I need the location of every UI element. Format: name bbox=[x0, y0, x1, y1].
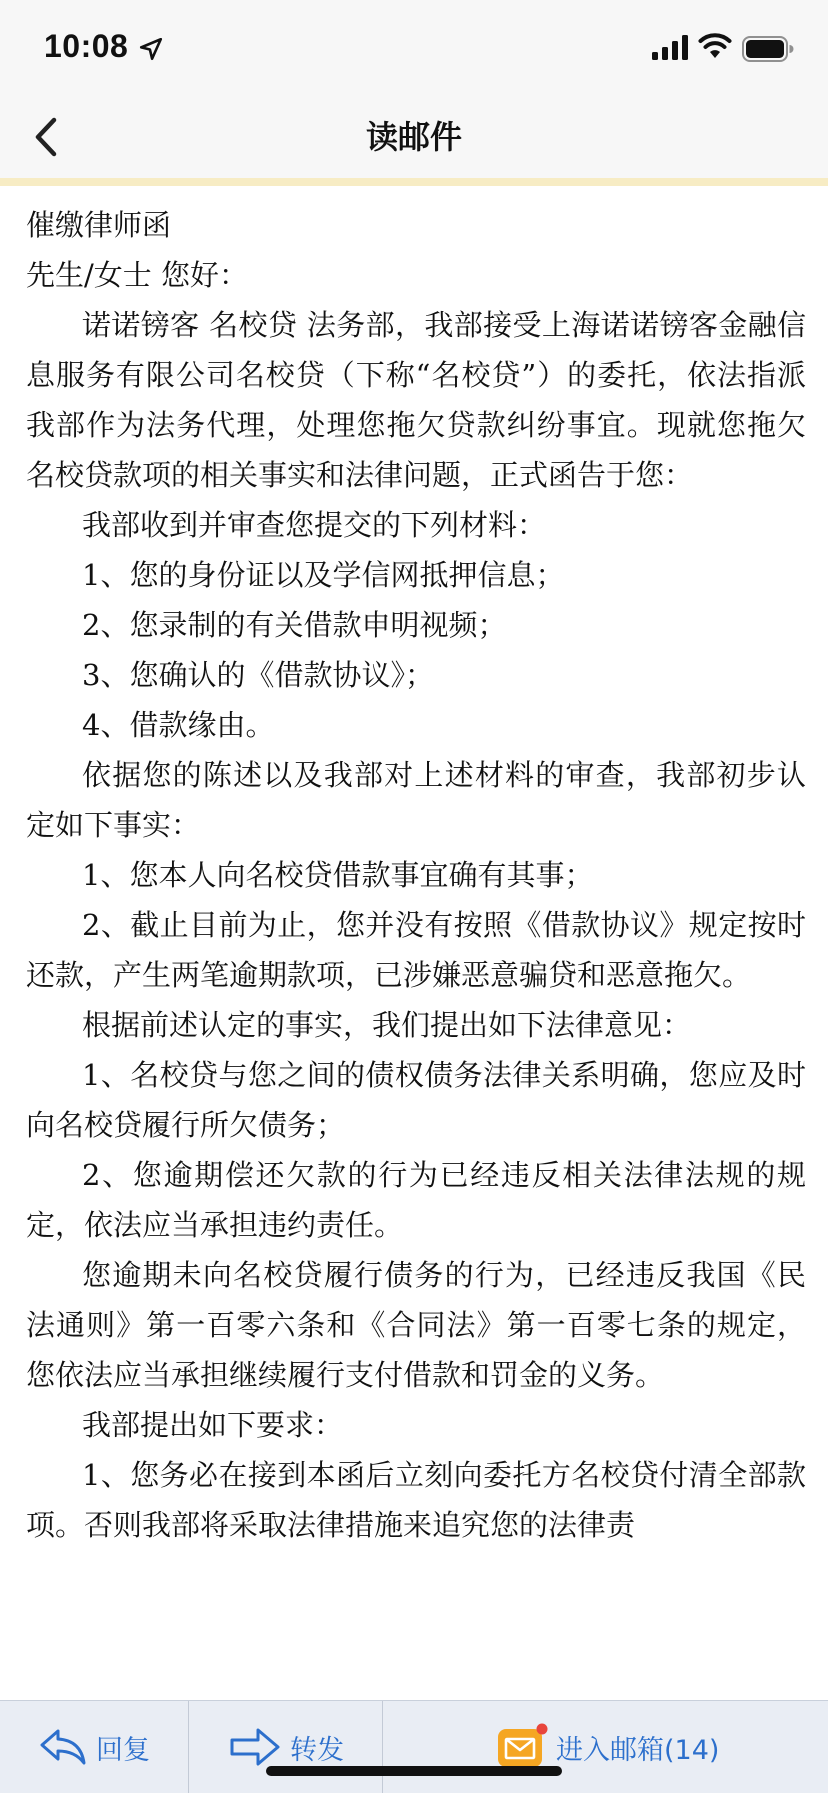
letter-paragraph: 3、您确认的《借款协议》； bbox=[82, 658, 434, 692]
header-divider bbox=[0, 178, 828, 186]
letter-paragraph: 4、借款缘由。 bbox=[82, 708, 275, 742]
reply-label: 回复 bbox=[96, 1734, 150, 1766]
status-bar bbox=[0, 0, 828, 96]
enter-mailbox-label: 进入邮箱(14) bbox=[556, 1734, 720, 1766]
letter-title: 催缴律师函 bbox=[26, 208, 172, 242]
reply-arrow-icon bbox=[38, 1725, 88, 1769]
letter-paragraph: 2、截止目前为止，您并没有按照《借款协议》规定按时还款，产生两笔逾期款项，已涉嫌恶意骗贷和恶意拖欠。 bbox=[26, 908, 806, 992]
battery-icon bbox=[742, 36, 794, 62]
toolbar-separator bbox=[382, 1701, 383, 1793]
mail-envelope-icon bbox=[496, 1723, 548, 1771]
letter-paragraph: 您逾期未向名校贷履行债务的行为，已经违反我国《民法通则》第一百零六条和《合同法》第一百零七条的规定，您依法应当承担继续履行支付借款和罚金的义务。 bbox=[26, 1258, 806, 1392]
forward-label: 转发 bbox=[290, 1734, 344, 1766]
letter-paragraph: 1、您本人向名校贷借款事宜确有其事； bbox=[82, 858, 594, 892]
status-time: 10:08 bbox=[44, 28, 129, 64]
wifi-icon bbox=[698, 32, 732, 60]
reply-button[interactable] bbox=[38, 1701, 150, 1793]
enter-mailbox-button[interactable] bbox=[496, 1701, 719, 1793]
letter-paragraph: 1、您务必在接到本函后立刻向委托方名校贷付清全部款项。否则我部将采取法律措施来追究您的法律责 bbox=[26, 1458, 806, 1542]
forward-button[interactable] bbox=[228, 1701, 344, 1793]
letter-paragraph: 依据您的陈述以及我部对上述材料的审查，我部初步认定如下事实： bbox=[26, 758, 806, 842]
letter-paragraph: 我部提出如下要求： bbox=[82, 1408, 344, 1442]
letter-paragraph: 1、您的身份证以及学信网抵押信息； bbox=[82, 558, 565, 592]
letter-paragraph: 1、名校贷与您之间的债权债务法律关系明确，您应及时向名校贷履行所欠债务； bbox=[26, 1058, 806, 1142]
letter-paragraph: 诺诺镑客 名校贷 法务部，我部接受上海诺诺镑客金融信息服务有限公司名校贷（下称“名校贷”）的委托，依法指派我部作为法务代理，处理您拖欠贷款纠纷事宜。现就您拖欠名校贷款项的相关事实和法律问题，正式函告于您： bbox=[26, 308, 806, 492]
toolbar-separator bbox=[188, 1701, 189, 1793]
bottom-toolbar bbox=[0, 1700, 828, 1793]
home-indicator[interactable] bbox=[266, 1766, 562, 1776]
email-body bbox=[26, 200, 806, 1550]
letter-paragraph: 2、您逾期偿还欠款的行为已经违反相关法律法规的规定，依法应当承担违约责任。 bbox=[26, 1158, 806, 1242]
page-title: 读邮件 bbox=[365, 118, 462, 156]
forward-arrow-icon bbox=[228, 1725, 282, 1769]
letter-paragraph: 先生/女士 您好： bbox=[26, 258, 248, 292]
navigation-bar bbox=[0, 96, 828, 178]
letter-paragraph: 根据前述认定的事实，我们提出如下法律意见： bbox=[82, 1008, 692, 1042]
letter-paragraph: 2、您录制的有关借款申明视频； bbox=[82, 608, 507, 642]
letter-paragraph: 我部收到并审查您提交的下列材料： bbox=[82, 508, 547, 542]
location-arrow-icon bbox=[138, 36, 164, 62]
cellular-signal-icon bbox=[652, 34, 690, 60]
